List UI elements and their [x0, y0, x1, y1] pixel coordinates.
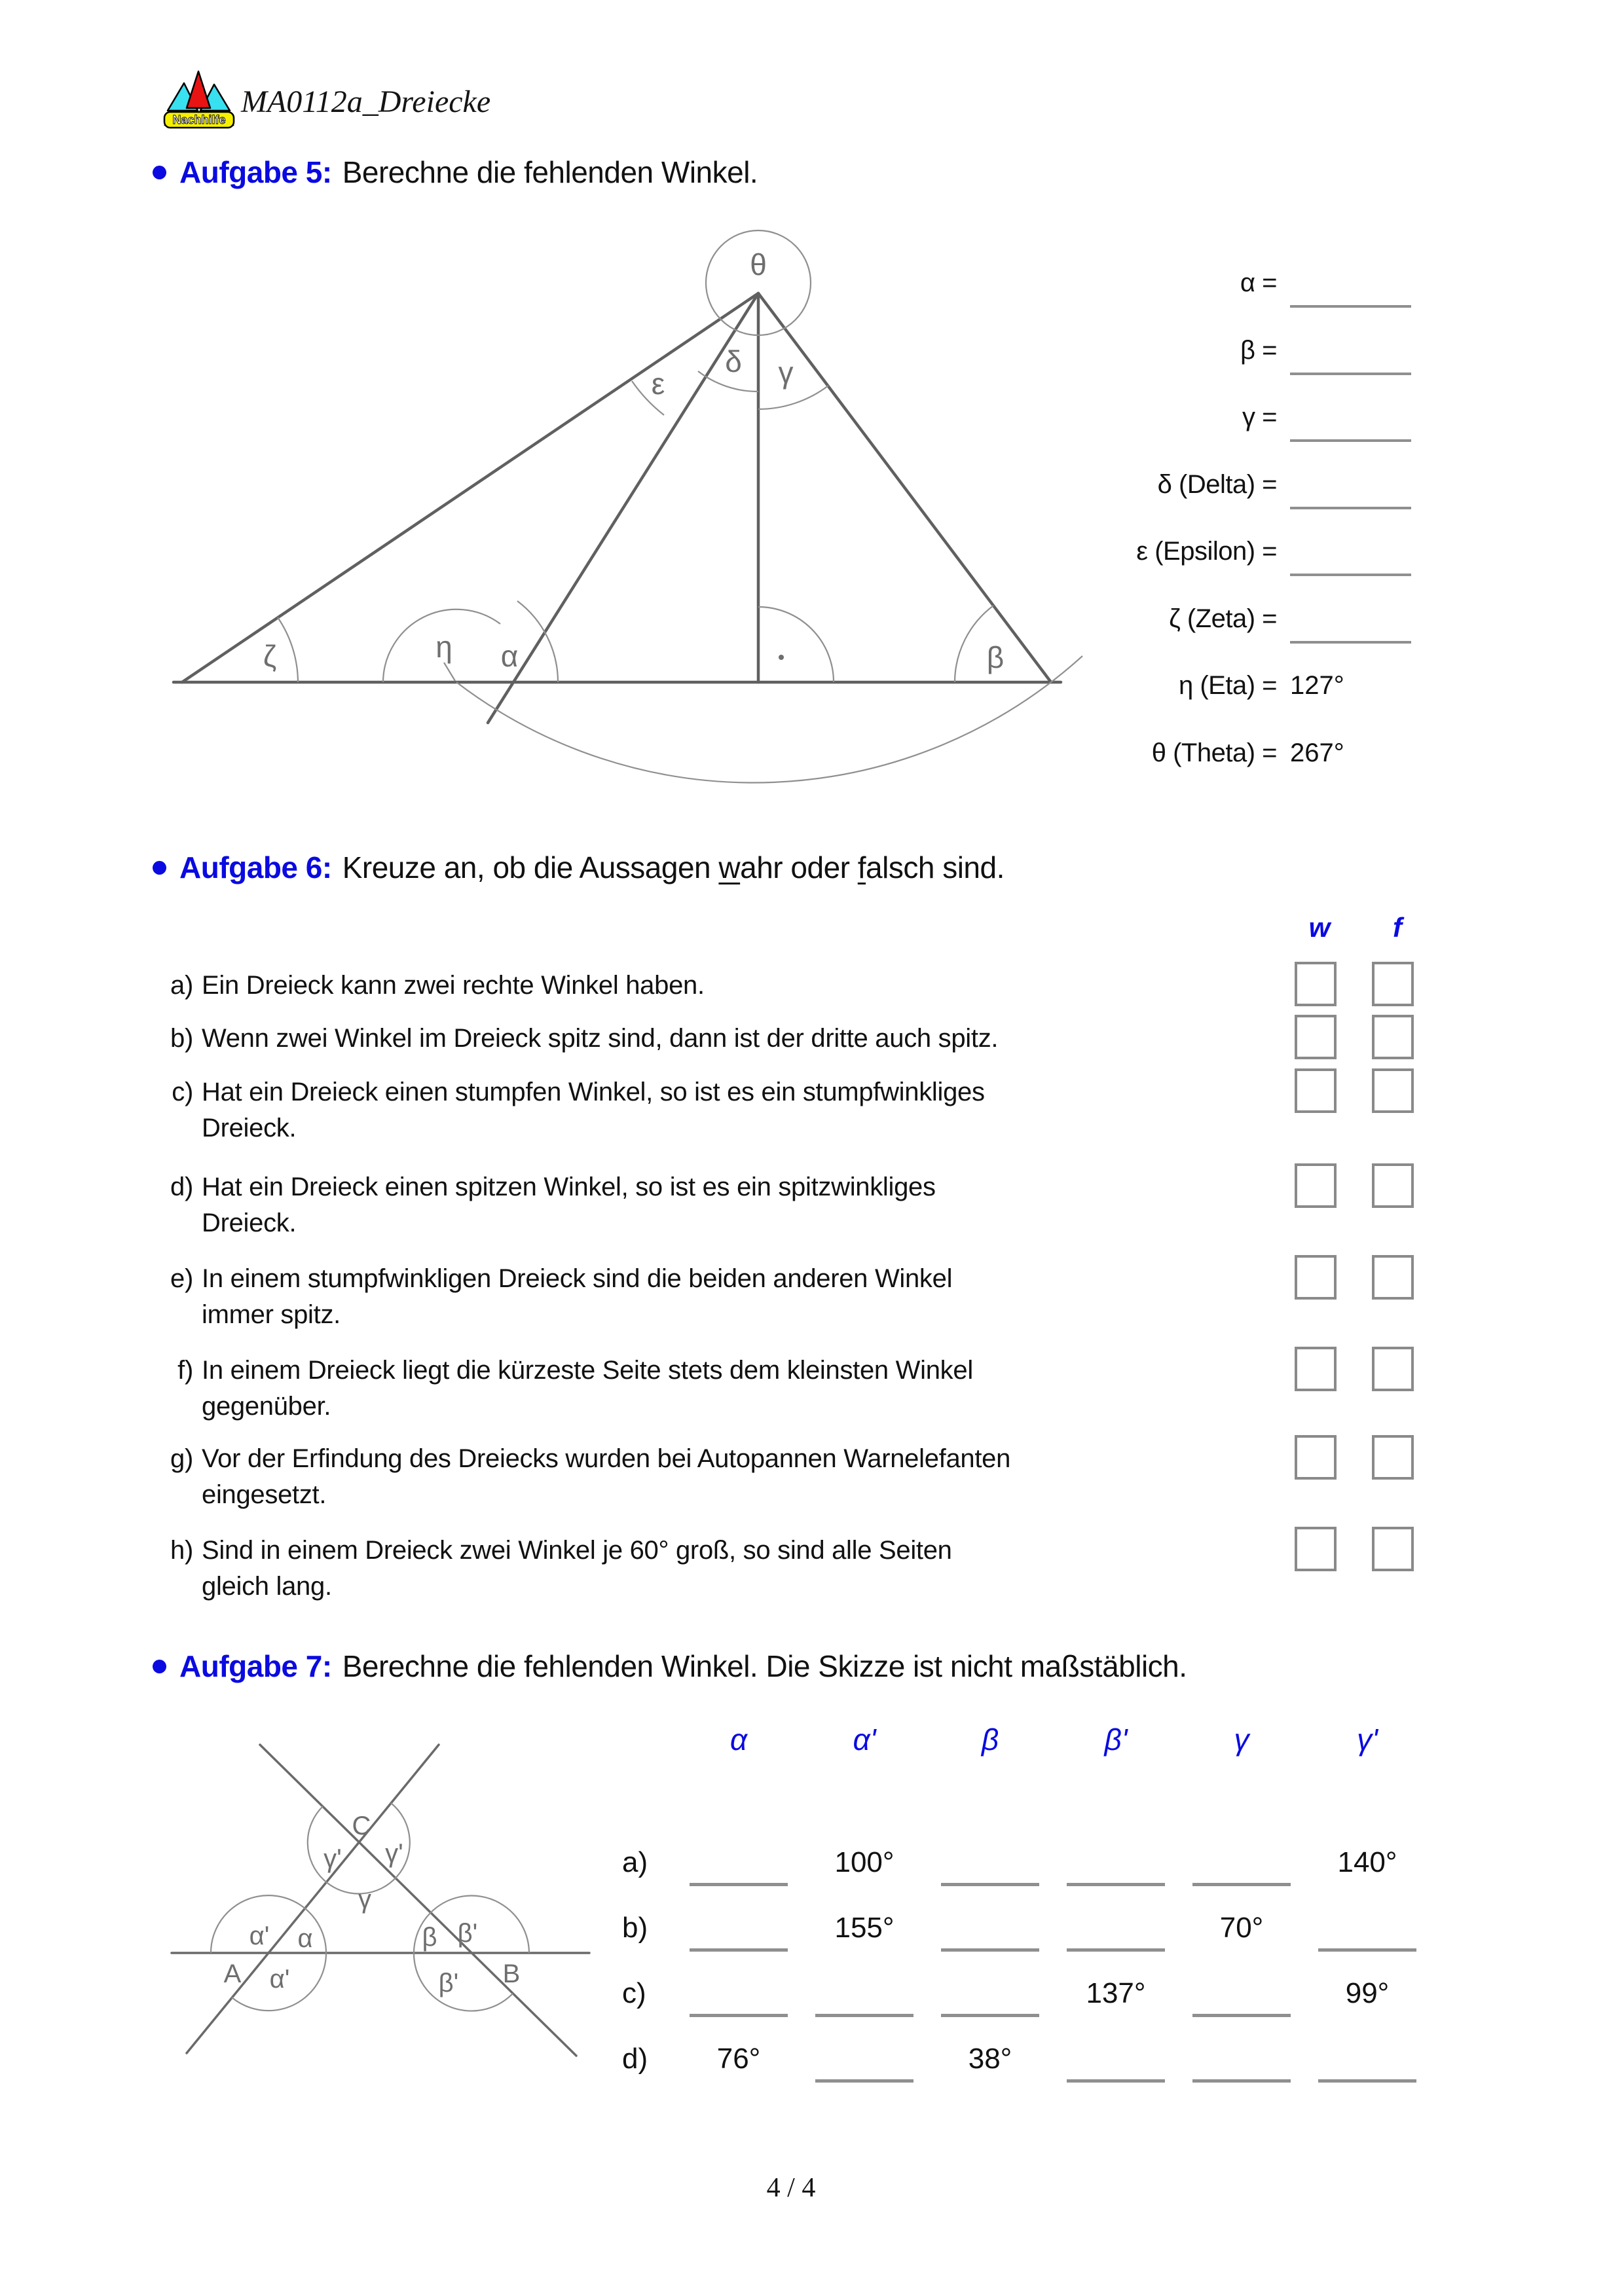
- answer-field[interactable]: [1290, 470, 1411, 509]
- column-header-true: w: [1308, 912, 1331, 943]
- table-header: [676, 1722, 1430, 1757]
- table-cell: [1179, 2043, 1304, 2083]
- cell-value: 137°: [1086, 1977, 1146, 2009]
- label-B: B: [502, 1959, 521, 1988]
- left-edge: [182, 293, 758, 682]
- cell-value[interactable]: [815, 2047, 913, 2083]
- label-gamma-prime-left: γ': [323, 1844, 342, 1873]
- cell-value: 100°: [834, 1846, 895, 1878]
- col-gamma: γ: [1234, 1722, 1249, 1757]
- answer-label: ε (Epsilon) =: [1136, 537, 1277, 566]
- checkbox-false[interactable]: [1372, 1347, 1414, 1391]
- statement-line: Wenn zwei Winkel im Dreieck spitz sind, dann ist der dritte auch spitz.: [202, 1024, 999, 1053]
- answer-value: 267°: [1290, 738, 1344, 767]
- task6-heading: [153, 850, 1005, 885]
- table-cell: [802, 1977, 927, 2017]
- statement-line: immer spitz.: [202, 1300, 341, 1329]
- cell-value[interactable]: [941, 1916, 1039, 1952]
- answer-value: 127°: [1290, 671, 1344, 700]
- checkbox-false[interactable]: [1372, 1527, 1414, 1571]
- cell-value[interactable]: [1192, 1981, 1291, 2017]
- table-cell: [1304, 2043, 1430, 2083]
- checkbox-true[interactable]: [1295, 1068, 1337, 1113]
- task6-instruction-f: f: [857, 850, 866, 884]
- table-cell: [927, 2043, 1053, 2083]
- right-angle-arc: [758, 607, 834, 682]
- task5-heading: [153, 155, 758, 190]
- label-zeta: ζ: [263, 639, 277, 673]
- statement-line: Ein Dreieck kann zwei rechte Winkel haben.: [202, 971, 705, 1000]
- answer-label: β =: [1240, 336, 1277, 365]
- statement-text: [202, 1021, 1249, 1057]
- answer-field[interactable]: [1290, 403, 1411, 442]
- statement-label: d): [170, 1173, 193, 1201]
- label-eta: η: [435, 630, 452, 664]
- col-beta: β: [981, 1722, 999, 1757]
- cell-value: 70°: [1219, 1912, 1264, 1944]
- row-label: c): [622, 1977, 646, 2009]
- task6-instruction-mid: ahr oder: [740, 850, 858, 884]
- task6-instruction-post: alsch sind.: [866, 850, 1005, 884]
- table-cell: [802, 1912, 927, 1952]
- table-row: [622, 1846, 1473, 1886]
- task6-instruction: [342, 850, 1005, 885]
- checkbox-false[interactable]: [1372, 1068, 1414, 1113]
- checkbox-true[interactable]: [1295, 1435, 1337, 1480]
- row-label: b): [622, 1912, 648, 1944]
- answer-label: α =: [1240, 268, 1277, 297]
- cevian-line: [488, 293, 758, 723]
- answer-row: [950, 403, 1447, 450]
- col-beta-prime: β': [1104, 1722, 1128, 1757]
- task5-instruction: Berechne die fehlenden Winkel.: [342, 155, 758, 189]
- cell-value[interactable]: [1067, 1850, 1165, 1886]
- table-row: [622, 1977, 1473, 2017]
- transversal-b: [260, 1745, 576, 2056]
- task7-instruction: Berechne die fehlenden Winkel. Die Skizze ist nicht maßstäblich.: [342, 1649, 1187, 1683]
- cell-value: 99°: [1345, 1977, 1390, 2009]
- cell-value[interactable]: [690, 1981, 788, 2017]
- answer-row: [950, 537, 1447, 584]
- cell-value[interactable]: [1192, 2047, 1291, 2083]
- transversal-a: [187, 1745, 439, 2053]
- table-cell: [1179, 1912, 1304, 1952]
- answer-label: γ =: [1242, 403, 1277, 431]
- statement-line: Hat ein Dreieck einen spitzen Winkel, so ist es ein spitzwinkliges: [202, 1173, 936, 1201]
- label-alpha-prime-bottom: α': [269, 1965, 290, 1994]
- bullet-icon: [153, 166, 166, 179]
- table-row: [622, 1912, 1473, 1952]
- cell-value[interactable]: [1067, 1916, 1165, 1952]
- table-cell: [927, 1977, 1053, 2017]
- label-beta: β: [986, 640, 1005, 674]
- statement-label: b): [170, 1024, 193, 1053]
- label-beta-prime-bottom: β': [438, 1969, 459, 1997]
- table-cell: [1053, 1846, 1179, 1886]
- table-cell: [1304, 1846, 1430, 1886]
- cell-value[interactable]: [1318, 2047, 1416, 2083]
- label-gamma-prime-right: γ': [385, 1839, 403, 1868]
- gamma-arc: [758, 386, 828, 409]
- statement-label: g): [170, 1444, 193, 1473]
- task6-instruction-pre: Kreuze an, ob die Aussagen: [342, 850, 719, 884]
- label-beta-prime-top: β': [457, 1919, 478, 1948]
- table-cell: [1053, 1912, 1179, 1952]
- label-delta: δ: [725, 344, 742, 378]
- label-theta: θ: [750, 247, 767, 282]
- table-cell: [802, 2043, 927, 2083]
- eta-leader-line: [444, 663, 455, 681]
- table-cell: [802, 1846, 927, 1886]
- cell-value[interactable]: [815, 1981, 913, 2017]
- statement-line: Dreieck.: [202, 1209, 297, 1237]
- task7-diagram: [151, 1715, 609, 2082]
- answer-row: [950, 336, 1447, 383]
- task6-instruction-w: w: [718, 850, 741, 884]
- cell-value[interactable]: [690, 1850, 788, 1886]
- statement-text: [202, 1074, 1249, 1146]
- statement-text: [202, 1353, 1249, 1425]
- checkbox-true[interactable]: [1295, 1527, 1337, 1571]
- cell-value: 155°: [834, 1912, 895, 1944]
- label-A: A: [223, 1959, 242, 1988]
- statement-label: a): [170, 971, 193, 1000]
- statement-text: [202, 968, 1249, 1004]
- answer-label: θ (Theta) =: [1151, 738, 1277, 767]
- statement-text: [202, 1441, 1249, 1513]
- row-label: a): [622, 1846, 648, 1878]
- logo-peak: [187, 71, 210, 108]
- answer-label: η (Eta) =: [1178, 671, 1277, 700]
- answer-row: [950, 268, 1447, 316]
- table-cell: [676, 1912, 802, 1952]
- cell-value[interactable]: [1067, 2047, 1165, 2083]
- answer-label: ζ (Zeta) =: [1169, 604, 1277, 633]
- col-gamma-prime: γ': [1357, 1722, 1378, 1757]
- task7-label: Aufgabe 7:: [179, 1649, 332, 1683]
- label-gamma: γ: [358, 1885, 371, 1914]
- statement-line: Sind in einem Dreieck zwei Winkel je 60° groß, so sind alle Seiten: [202, 1536, 952, 1565]
- cell-value: 76°: [716, 2043, 761, 2075]
- table-cell: [1179, 1846, 1304, 1886]
- cell-value[interactable]: [941, 1981, 1039, 2017]
- answer-row: [950, 671, 1447, 718]
- col-alpha: α: [729, 1722, 748, 1757]
- statement-text: [202, 1533, 1249, 1605]
- answer-field[interactable]: [1290, 336, 1411, 375]
- column-header-false: f: [1393, 912, 1402, 943]
- checkbox-true[interactable]: [1295, 1015, 1337, 1059]
- checkbox-false[interactable]: [1372, 1435, 1414, 1480]
- answer-label: δ (Delta) =: [1157, 470, 1277, 499]
- table-cell: [676, 1846, 802, 1886]
- bullet-icon: [153, 1660, 166, 1673]
- statement-text: [202, 1169, 1249, 1241]
- page-number: 4 / 4: [766, 2173, 816, 2203]
- right-angle-dot: [779, 655, 784, 660]
- table-cell: [927, 1912, 1053, 1952]
- statement-label: h): [170, 1536, 193, 1565]
- label-alpha-prime-top: α': [249, 1922, 270, 1950]
- statement-text: [202, 1261, 1249, 1333]
- checkbox-true[interactable]: [1295, 1255, 1337, 1300]
- checkbox-false[interactable]: [1372, 962, 1414, 1006]
- col-alpha-prime: α': [853, 1722, 876, 1757]
- document-title: MA0112a_Dreiecke: [241, 84, 491, 119]
- label-alpha: α: [297, 1924, 313, 1953]
- table-cell: [1053, 2043, 1179, 2083]
- bullet-icon: [153, 861, 166, 875]
- table-cell: [1304, 1977, 1430, 2017]
- task5-label: Aufgabe 5:: [179, 155, 332, 189]
- zeta-arc: [278, 617, 298, 682]
- answer-row: [950, 738, 1447, 786]
- answer-field[interactable]: [1290, 268, 1411, 308]
- table-cell: [927, 1846, 1053, 1886]
- answer-field[interactable]: [1290, 537, 1411, 576]
- statement-line: Hat ein Dreieck einen stumpfen Winkel, so ist es ein stumpfwinkliges: [202, 1078, 985, 1106]
- cell-value: 140°: [1337, 1846, 1397, 1878]
- cell-value[interactable]: [1192, 1850, 1291, 1886]
- nachhilfe-logo: [162, 67, 236, 133]
- logo-text: Nachhilfe: [172, 113, 226, 126]
- checkbox-true[interactable]: [1295, 962, 1337, 1006]
- label-epsilon: ε: [651, 367, 665, 401]
- table-cell: [676, 2043, 802, 2083]
- answer-field[interactable]: [1290, 604, 1411, 644]
- task6-label: Aufgabe 6:: [179, 850, 332, 884]
- table-cell: [1179, 1977, 1304, 2017]
- cell-value[interactable]: [690, 1916, 788, 1952]
- table-cell: [676, 1977, 802, 2017]
- cell-value: 38°: [968, 2043, 1012, 2075]
- table-cell: [1053, 1977, 1179, 2017]
- statement-line: Vor der Erfindung des Dreiecks wurden bei Autopannen Warnelefanten: [202, 1444, 1011, 1473]
- statement-label: c): [172, 1078, 193, 1106]
- statement-line: eingesetzt.: [202, 1480, 327, 1509]
- label-gamma: γ: [778, 355, 794, 390]
- task7-heading: [153, 1649, 1187, 1684]
- statement-label: f): [177, 1356, 193, 1385]
- cell-value[interactable]: [1318, 1916, 1416, 1952]
- statement-line: In einem stumpfwinkligen Dreieck sind die beiden anderen Winkel: [202, 1264, 953, 1293]
- answer-row: [950, 470, 1447, 517]
- checkbox-true[interactable]: [1295, 1163, 1337, 1208]
- statement-label: e): [170, 1264, 193, 1293]
- answer-row: [950, 604, 1447, 651]
- statement-line: gleich lang.: [202, 1572, 332, 1601]
- statement-line: Dreieck.: [202, 1114, 297, 1142]
- statement-line: gegenüber.: [202, 1392, 331, 1421]
- table-cell: [1304, 1912, 1430, 1952]
- checkbox-true[interactable]: [1295, 1347, 1337, 1391]
- checkbox-false[interactable]: [1372, 1163, 1414, 1208]
- label-beta: β: [422, 1923, 437, 1952]
- label-alpha: α: [500, 639, 519, 673]
- row-label: d): [622, 2043, 648, 2075]
- checkbox-false[interactable]: [1372, 1015, 1414, 1059]
- label-C: C: [352, 1812, 371, 1840]
- cell-value[interactable]: [941, 1850, 1039, 1886]
- table-row: [622, 2043, 1473, 2083]
- statement-line: In einem Dreieck liegt die kürzeste Seite stets dem kleinsten Winkel: [202, 1356, 973, 1385]
- checkbox-false[interactable]: [1372, 1255, 1414, 1300]
